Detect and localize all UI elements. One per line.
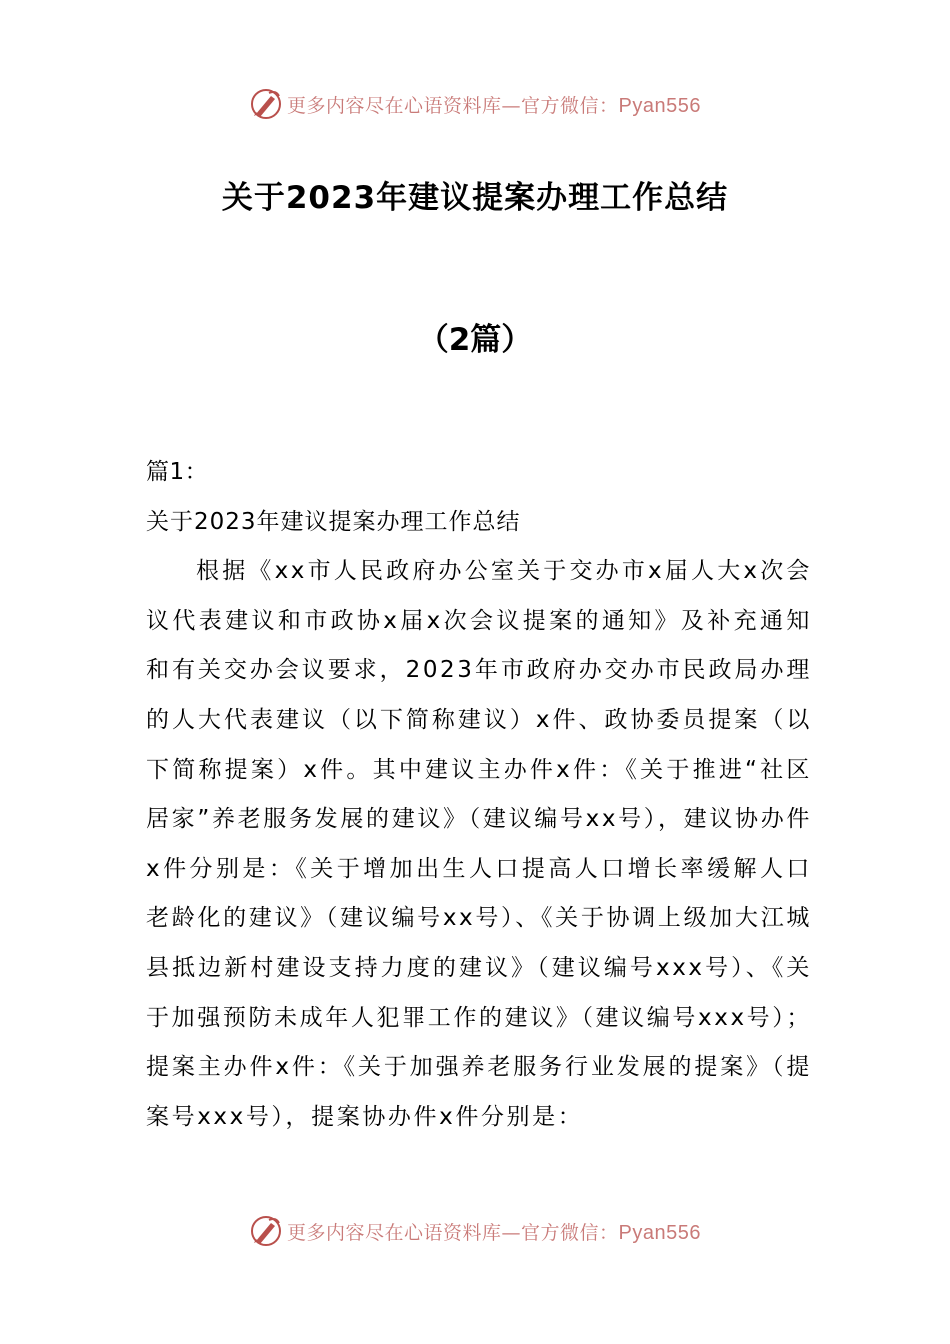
wechat-handle: Pyan556 [618,1221,701,1244]
wechat-handle: Pyan556 [618,94,701,117]
article-title: 关于2023年建议提案办理工作总结 [146,508,521,535]
section-label: 篇1： [146,459,209,485]
pen-logo-icon [249,87,283,121]
header-watermark-banner [0,84,950,124]
pen-logo-icon [249,1214,283,1248]
document-title: 关于2023年建议提案办理工作总结 [221,180,729,216]
watermark-text: 更多内容尽在心语资料库—官方微信：Pyan556 [287,1221,701,1244]
footer-watermark-banner [0,1211,950,1251]
article [146,448,812,1142]
watermark-text: 更多内容尽在心语资料库—官方微信：Pyan556 [287,94,701,117]
document-subtitle: （2篇） [417,322,533,358]
article-body-paragraph: 根据《xx市人民政府办公室关于交办市x届人大x次会议代表建议和市政协x届x次会议提案的通知》及补充通知和有关交办会议要求，2023年市政府办交办市民政局办理的人大代表建议（以下简称建议）x件、政协委员提案（以下简称提案）x件。其中建议主办件x件：《关于推进“社区居家”养老服务发展的建议》（建议编号xx号），建议协办件x件分别是：《关于增加出生人口提高人口增长率缓解人口老龄化的建议》（建议编号xx号）、《关于协调上级加大江城县抵边新村建设支持力度的建议》（建议编号xxx号）、《关于加强预防未成年人犯罪工作的建议》（建议编号xxx号）；提案主办件x件：《关于加强养老服务行业发展的提案》（提案号xxx号），提案协办件x件分别是： [146,558,812,1130]
